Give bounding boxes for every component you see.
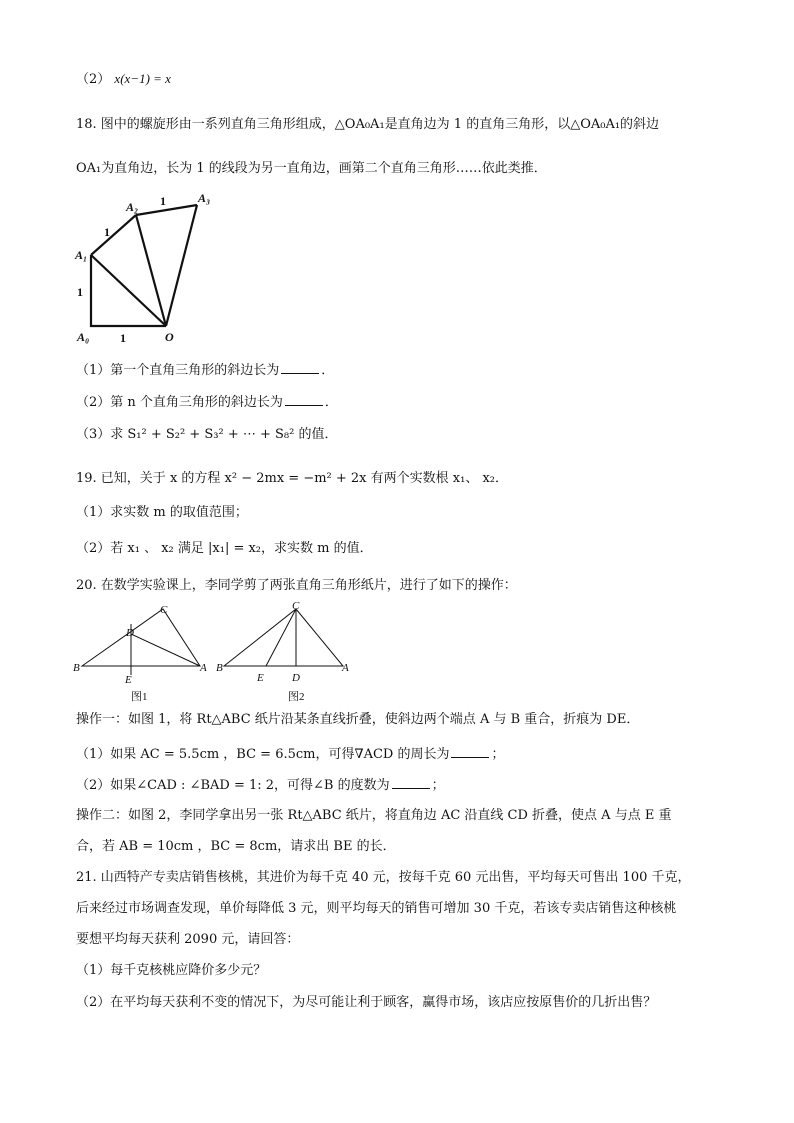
fig2-label-C: C — [292, 600, 300, 612]
q20-op1-part1: （1）如果 AC = 5.5cm ，BC = 6.5cm，可得∇ACD 的周长为 ； — [76, 744, 504, 764]
fig2-label-D: D — [292, 672, 300, 684]
q18-part2: （2）第 n 个直角三角形的斜边长为 ． — [76, 392, 338, 412]
hypotenuse-OA1 — [91, 255, 166, 326]
fig1-label-D: D — [126, 627, 134, 639]
q20-op1-part2: （2）如果∠CAD : ∠BAD = 1: 2，可得∠B 的度数为 ； — [76, 775, 445, 795]
fig1-label-C: C — [160, 604, 168, 616]
q21-part1: （1）每千克核桃应降价多少元？ — [76, 963, 267, 978]
spiral-figure — [74, 188, 224, 348]
fig2-label-A: A — [342, 662, 349, 674]
fig1-caption: 图1 — [131, 691, 148, 703]
fig2-label-B: B — [216, 662, 223, 674]
fig2-label-E: E — [257, 672, 264, 684]
q19-stem: 19. 已知，关于 x 的方程 x² − 2mx = −m² + 2x 有两个实数根 x₁、 x₂． — [76, 471, 508, 486]
label-A1: A₁ — [75, 248, 88, 262]
q21-line3: 要想平均每天获利 2090 元，请回答： — [76, 932, 300, 947]
label-A3: A₃ — [198, 191, 211, 205]
q19-part1: （1）求实数 m 的取值范围； — [76, 505, 248, 520]
fig1-label-B: B — [73, 662, 80, 674]
fig1-label-A: A — [200, 662, 207, 674]
fig2-segment-CE — [266, 609, 296, 666]
length-label: 1 — [104, 225, 110, 239]
q18-part3: （3）求 S₁² + S₂² + S₃² + ⋯ + S₈² 的值． — [76, 427, 338, 442]
q19-part2: （2）若 x₁ 、 x₂ 满足 |x₁| = x₂，求实数 m 的值． — [76, 541, 373, 556]
q21-line2: 后来经过市场调查发现，单价每降低 3 元，则平均每天的销售可增加 30 千克，若该专卖店销售这种核桃 — [76, 901, 677, 916]
q20-operation1: 操作一：如图 1，将 Rt△ABC 纸片沿某条直线折叠，使斜边两个端点 A 与 B 重合，折痕为 DE． — [76, 712, 640, 727]
label-O: O — [165, 330, 174, 344]
fig2-caption: 图2 — [288, 691, 305, 703]
q21-line1: 21. 山西特产专卖店销售核桃，其进价为每千克 40 元，按每千克 60 元出售，平均每天可售出 100 千克， — [76, 870, 691, 885]
answer-blank — [451, 744, 489, 758]
hypotenuse-OA3 — [166, 205, 197, 326]
label-A0: A₀ — [77, 330, 90, 344]
q18-stem-line1: 18. 图中的螺旋形由一系列直角三角形组成，△OA₀A₁是直角边为 1 的直角三角形，以△OA₀A₁的斜边 — [76, 117, 660, 132]
fig1-label-E: E — [125, 674, 132, 686]
q20-figures — [70, 600, 360, 706]
length-label: 1 — [120, 331, 126, 345]
q21-part2: （2）在平均每天获利不变的情况下，为尽可能让利于顾客，赢得市场，该店应按原售价的几折出售？ — [76, 995, 657, 1010]
answer-blank — [392, 775, 430, 789]
answer-blank — [281, 360, 319, 374]
hypotenuse-OA2 — [136, 215, 166, 326]
answer-blank — [285, 392, 323, 406]
label-A2: A₂ — [126, 200, 139, 214]
q18-part1: （1）第一个直角三角形的斜边长为 ． — [76, 360, 334, 380]
q20-operation2-line2: 合，若 AB = 10cm ，BC = 8cm，请求出 BE 的长． — [76, 839, 396, 854]
fig2-triangle-ABC — [224, 609, 343, 666]
q20-operation2-line1: 操作二：如图 2，李同学拿出另一张 Rt△ABC 纸片，将直角边 AC 沿直线 CD 折叠，使点 A 与点 E 重 — [76, 808, 672, 823]
segment-A2A3 — [136, 205, 197, 215]
equation: x(x−1) = x — [114, 71, 171, 86]
segment-A1A2 — [91, 215, 136, 255]
q18-stem-line2: OA₁为直角边，长为 1 的线段为另一直角边，画第二个直角三角形……依此类推． — [76, 161, 547, 176]
length-label: 1 — [160, 194, 166, 208]
length-label: 1 — [77, 285, 83, 299]
q20-stem: 20. 在数学实验课上，李同学剪了两张直角三角形纸片，进行了如下的操作： — [76, 578, 517, 593]
q17-part2: （2） x(x−1) = x — [76, 71, 171, 87]
